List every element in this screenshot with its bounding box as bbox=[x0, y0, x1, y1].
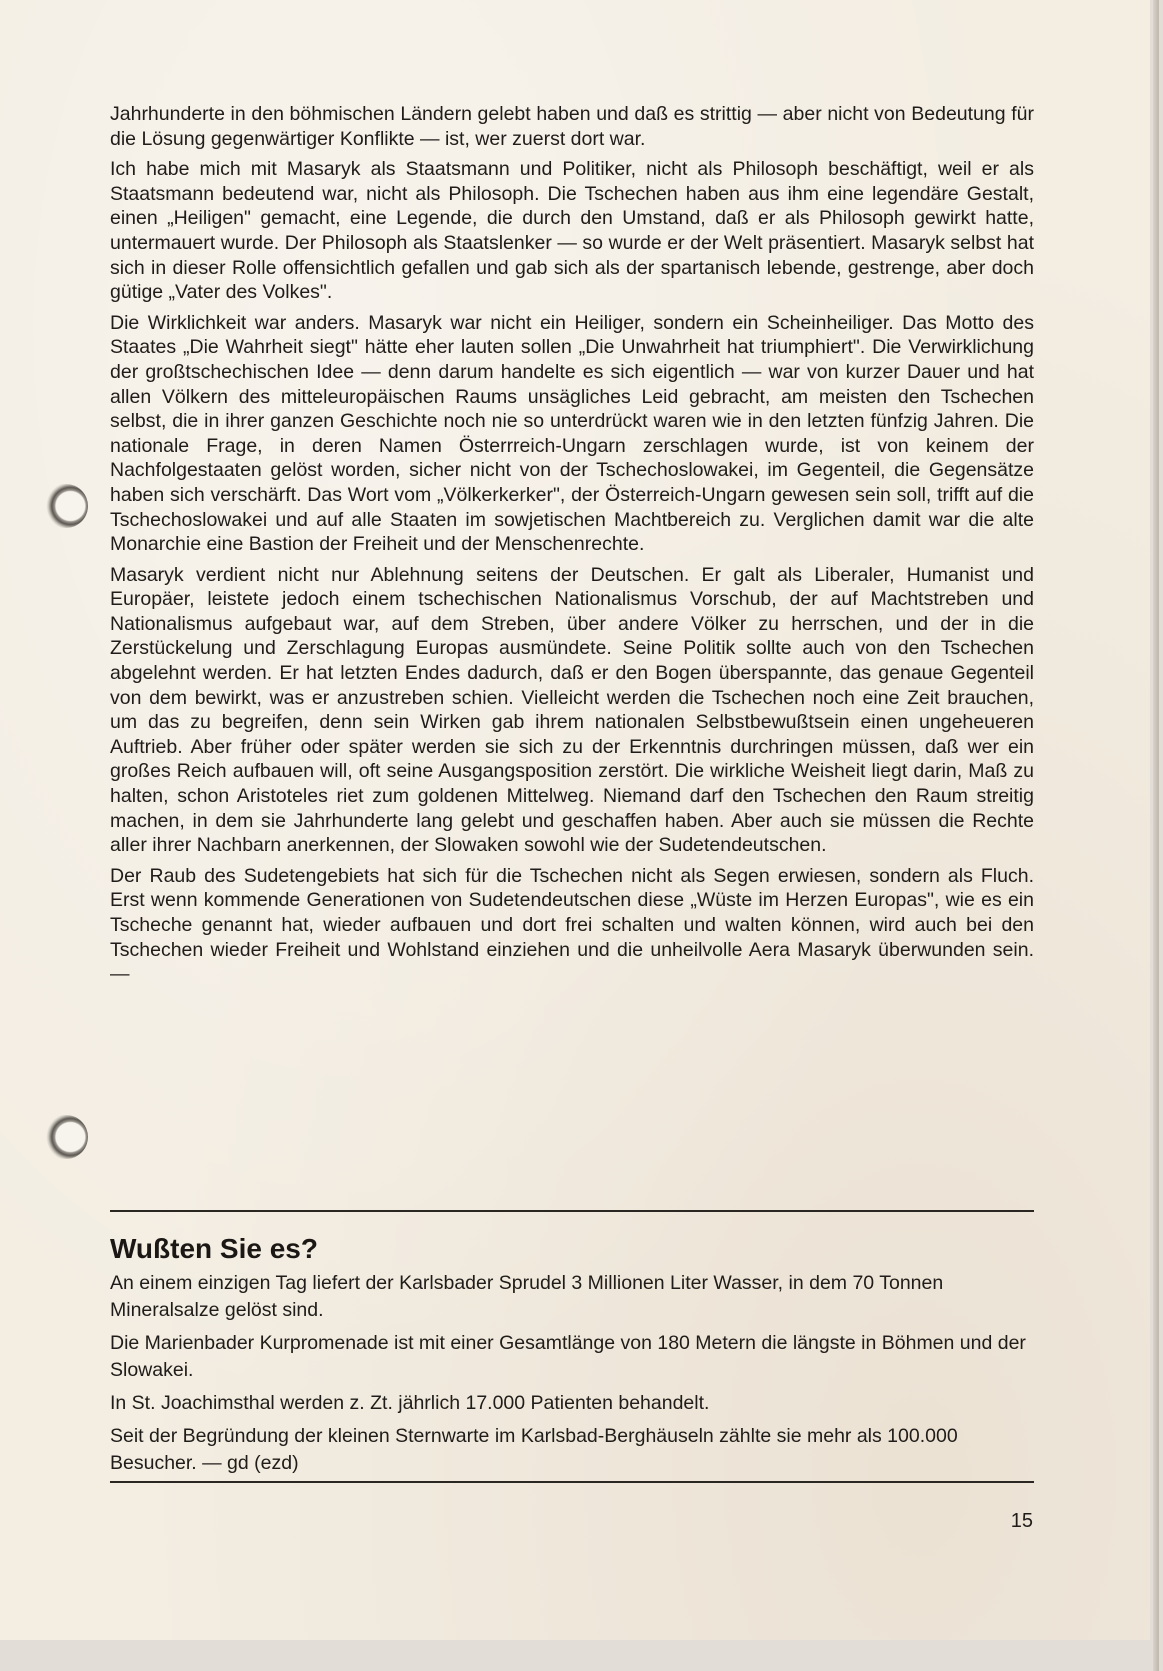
fact-item: An einem einzigen Tag liefert der Karlsbader Sprudel 3 Millionen Liter Wasser, in dem 70 Tonnen Mineralsalze gelöst sind. bbox=[110, 1272, 944, 1321]
divider-bottom bbox=[110, 1481, 1034, 1483]
article-paragraph: Jahrhunderte in den böhmischen Ländern gelebt haben und daß es strittig — aber nicht von Bedeutung für die Lösung gegenwärtiger Konflikte — ist, wer zuerst dort war. bbox=[110, 103, 1034, 150]
fact-item: In St. Joachimsthal werden z. Zt. jährlich 17.000 Patienten behandelt. bbox=[110, 1392, 710, 1414]
page-edge bbox=[1153, 0, 1159, 1671]
punch-hole-upper bbox=[44, 484, 88, 528]
facts-heading: Wußten Sie es? bbox=[110, 1233, 318, 1264]
fact-item: Seit der Begründung der kleinen Sternwarte im Karlsbad-Berghäuseln zählte sie mehr als 100.000 Besucher. — gd (ezd) bbox=[110, 1425, 958, 1474]
facts-box bbox=[110, 1232, 1034, 1483]
page-number: 15 bbox=[1010, 1510, 1033, 1532]
fact-item: Die Marienbader Kurpromenade ist mit einer Gesamtlänge von 180 Metern die längste in Böhmen und der Slowakei. bbox=[110, 1332, 1026, 1381]
article-paragraph: Der Raub des Sudetengebiets hat sich für die Tschechen nicht als Segen erwiesen, sondern als Fluch. Erst wenn kommende Generationen von Sudetendeutschen diese „Wüste im Herzen Europas", wie es ein Tscheche genannt hat, wieder aufbauen und dort frei schalten und walten können, wird auch bei den Tschechen wieder Freiheit und Wohlstand einziehen und die unheilvolle Aera Masaryk überwunden sein. — bbox=[110, 864, 1034, 986]
article-body bbox=[110, 102, 1034, 993]
divider-top bbox=[110, 1210, 1034, 1212]
article-paragraph: Die Wirklichkeit war anders. Masaryk war nicht ein Heiliger, sondern ein Scheinheiliger. Das Motto des Staates „Die Wahrheit siegt" hätte eher lauten sollen „Die Unwahrheit hat triumphiert". Die Verwirklichung der großtschechischen Idee — denn darum handelte es sich eigentlich — war von kurzer Dauer und hat allen Völkern des mitteleuropäischen Raums unsägliches Leid gebracht, am meisten den Tschechen selbst, die in ihrer ganzen Geschichte noch nie so unterdrückt waren wie in den letzten fünfzig Jahren. Die nationale Frage, in deren Namen Österrreich-Ungarn zerschlagen wurde, ist von keinem der Nachfolgestaaten gelöst worden, sicher nicht von der Tschechoslowakei, im Gegenteil, die Gegensätze haben sich verschärft. Das Wort vom „Völkerkerker", der Österreich-Ungarn gewesen sein soll, trifft auf die Tschechoslowakei und auf alle Staaten im sowjetischen Machtbereich zu. Verglichen damit war die alte Monarchie eine Bastion der Freiheit und der Menschenrechte. bbox=[110, 311, 1034, 556]
article-paragraph: Ich habe mich mit Masaryk als Staatsmann und Politiker, nicht als Philosoph beschäftigt, weil er als Staatsmann bedeutend war, nicht als Philosoph. Die Tschechen haben aus ihm eine legendäre Gestalt, einen „Heiligen" gemacht, eine Legende, die durch den Umstand, daß er als Philosoph gewirkt hatte, untermauert wurde. Der Philosoph als Staatslenker — so wurde er der Welt präsentiert. Masaryk selbst hat sich in dieser Rolle offensichtlich gefallen und gab sich als der spartanisch lebende, gestrenge, aber doch gütige „Vater des Volkes". bbox=[110, 158, 1034, 304]
article-paragraph: Masaryk verdient nicht nur Ablehnung seitens der Deutschen. Er galt als Liberaler, Humanist und Europäer, leistete jedoch einem tschechischen Nationalismus Vorschub, der auf Machtstreben und Nationalismus aufgebaut war, auf dem Streben, über andere Völker zu herrschen, und der in die Zerstückelung und Zerschlagung Europas ausmündete. Seine Politik sollte auch von den Tschechen abgelehnt werden. Er hat letzten Endes dadurch, daß er den Bogen überspannte, das genaue Gegenteil von dem bewirkt, was er anzustreben schien. Vielleicht werden die Tschechen noch eine Zeit brauchen, um das zu begreifen, denn sein Wirken gab ihrem nationalen Selbstbewußtsein einen ungeheueren Auftrieb. Aber früher oder später werden sie sich zu der Erkenntnis durchringen müssen, daß wer ein großes Reich aufbauen will, oft seine Ausgangsposition zerstört. Die wirkliche Weisheit liegt darin, Maß zu halten, schon Aristoteles riet zum goldenen Mittelweg. Niemand darf den Tschechen den Raum streitig machen, in dem sie Jahrhunderte lang gelebt und geschaffen haben. Aber auch sie müssen die Rechte aller ihrer Nachbarn anerkennen, der Slowaken sowohl wie der Sudetendeutschen. bbox=[110, 563, 1034, 857]
punch-hole-lower bbox=[44, 1115, 88, 1159]
